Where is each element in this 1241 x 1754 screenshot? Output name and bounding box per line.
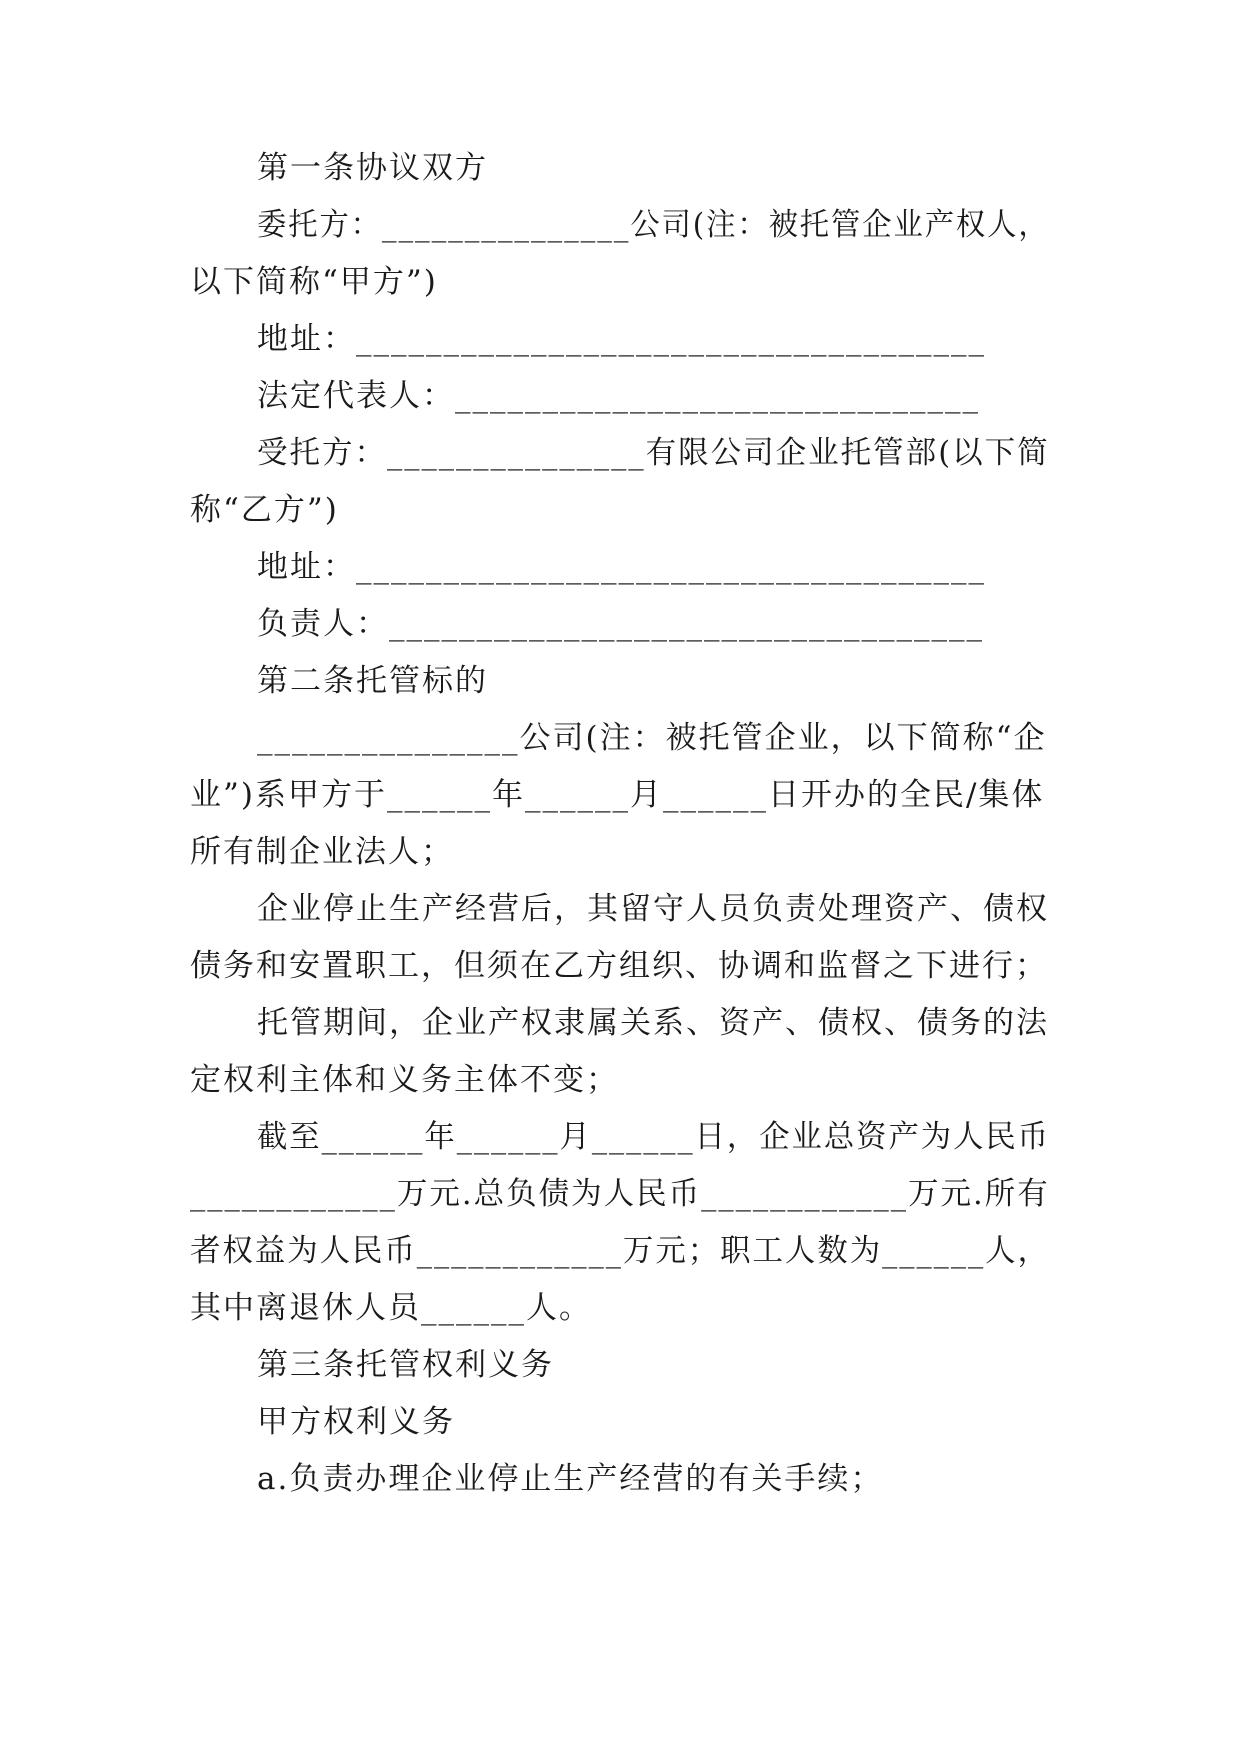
- article-2-para-1-cont: 业”)系甲方于______年______月______日开办的全民/集体: [190, 777, 1045, 813]
- party-a-rights-heading: 甲方权利义务: [257, 1404, 455, 1440]
- party-b-responsible: 负责人：__________________________________: [257, 606, 984, 642]
- article-2-heading: 第二条托管标的: [257, 663, 488, 699]
- article-2-para-3-cont: 定权利主体和义务主体不变；: [190, 1062, 619, 1098]
- party-b-address: 地址：____________________________________: [257, 549, 986, 585]
- party-a-line-cont: 以下简称“甲方”): [190, 264, 438, 300]
- article-2-para-4-end: 其中离退休人员______人。: [190, 1290, 592, 1326]
- article-2-para-2-cont: 债务和安置职工，但须在乙方组织、协调和监督之下进行；: [190, 948, 1048, 984]
- article-2-para-2: 企业停止生产经营后，其留守人员负责处理资产、债权: [257, 891, 1049, 927]
- article-3-heading: 第三条托管权利义务: [257, 1347, 554, 1383]
- party-b-line-cont: 称“乙方”): [190, 492, 339, 528]
- party-a-address: 地址：____________________________________: [257, 321, 986, 357]
- item-a: a.负责办理企业停止生产经营的有关手续；: [257, 1461, 884, 1497]
- article-2-para-4-cont-2: 者权益为人民币____________万元；职工人数为______人，: [190, 1233, 1050, 1269]
- article-2-para-1-end: 所有制企业法人；: [190, 834, 454, 870]
- article-1-heading: 第一条协议双方: [257, 150, 488, 186]
- article-2-para-4: 截至______年______月______日，企业总资产为人民币: [257, 1119, 1050, 1155]
- party-a-line: 委托方：_______________公司(注：被托管企业产权人，: [257, 207, 1050, 243]
- party-b-line: 受托方：_______________有限公司企业托管部(以下简: [257, 435, 1050, 471]
- article-2-para-4-cont-1: ____________万元.总负债为人民币____________万元.所有: [190, 1176, 1050, 1212]
- article-2-para-1: _______________公司(注：被托管企业，以下简称“企: [257, 720, 1047, 756]
- party-a-legal-rep: 法定代表人：______________________________: [257, 378, 980, 414]
- article-2-para-3: 托管期间，企业产权隶属关系、资产、债权、债务的法: [257, 1005, 1049, 1041]
